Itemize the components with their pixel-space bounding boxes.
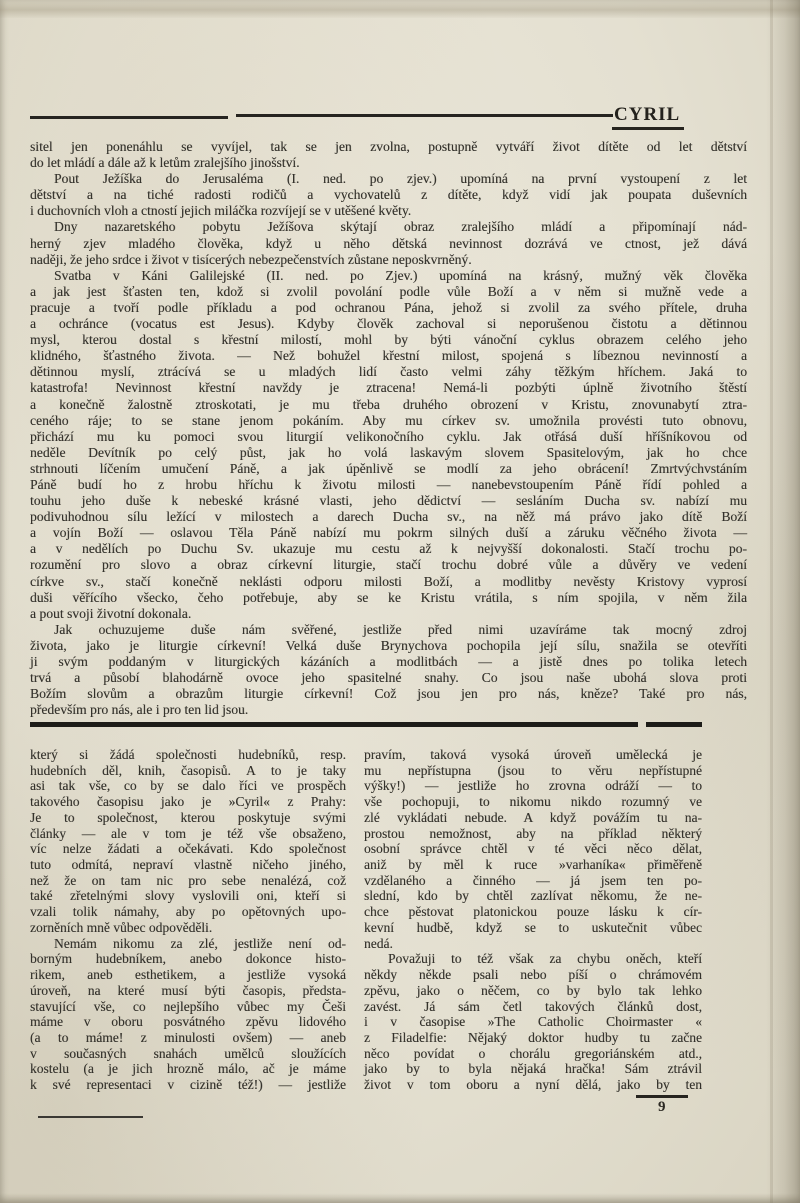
text-line: aniž by měl k ruce »varhaníka« přiměřeně [364,857,702,873]
text-line: vzdělaného a činného — já jsem ten po- [364,872,702,888]
paragraph [30,139,747,171]
page-bottom-edge [0,1193,800,1203]
text-line: borným hudebníkem, anebo dokonce histo- [30,951,346,967]
paragraph [30,171,747,219]
masthead-rule-left [30,116,228,119]
text-line: sitel jen ponenáhlu se vyvíjel, tak se jen zvolna, postupně vytváří život dítěte od let dětství [30,139,747,154]
text-line: k své representaci v cizině též!) — jestliže [30,1077,346,1093]
text-line: Je to společnost, kterou poskytuje svými [30,809,346,825]
text-line: ji svým poddaným v liturgických kázáních a modlitbách — a jistě dnes po tolika letech [30,654,747,669]
paragraph [30,268,747,622]
text-line: neděle Devítník po celý půst, jak ho volá laskavým slovem Spasitelovým, jak ho chce [30,444,747,460]
paragraph [364,951,702,1092]
text-line: Jak ochuzujeme duše nám svěřené, jestliže před nimi uzavíráme tak mocný zdroj [54,621,747,637]
text-line: do let mládí a dále až k letům zralejšího jinošství. [30,155,300,171]
left-column-end-rule [38,1116,143,1118]
text-line: a ochránce (vocatus est Jesus). Kdyby člověk zachoval si neporušenou čistotu a dětinnou [30,316,747,332]
text-line: úroveň, na které musí býti časopis, předsta- [30,982,346,998]
text-line: duši věřícího všecko, čeho potřebuje, aby se ke Kristu vrátila, s ním spojila, v něm žila [30,589,747,605]
text-line: prostou nemožnost, aby na příklad některý [364,825,702,841]
text-line: víc nelze žádati a očekávati. Kdo společnost [30,841,346,857]
text-line: i v časopise »The Catholic Choirmaster « [364,1014,702,1030]
text-line: a vojín Boží — oslavou Těla Páně nabízí mu pokrm silných duší a záruku věčného života — [30,525,747,541]
text-line: Páně budí ho z hrobu hříchu k životu milosti — nanebevstoupením Páně řídí pohled a [30,476,747,492]
text-line: Považuji to též však za chybu oněch, kteří [388,951,702,967]
text-line: Pout Ježíška do Jerusaléma (I. ned. po zjev.) upomíná na první vystoupení z let [54,171,747,187]
text-line: rikem, aneb esthetikem, a jestliže vysoká [30,967,346,983]
text-line: tuto odmítá, nepraví vlastně ničeho jiného, [30,857,346,873]
text-line: a v nedělích po Duchu Sv. ukazuje mu cestu až k nejvyšší dokonalosti. Stačí trochu po- [30,541,747,557]
text-line: články — ale v tom je též vše obsaženo, [30,825,346,841]
text-line: církve sv., stačí konečně neklásti odporu milosti Boží, a modlitby nevěsty Kristovy vyprosí [30,573,747,589]
text-line: takového časopisu jako je »Cyril« z Prahy: [30,794,346,810]
masthead-rule-right [236,114,613,117]
text-line: také zřetelnými slovy vyslovili oni, kteří si [30,888,346,904]
text-line: zorněních mně vůbec odpověděli. [30,919,213,935]
text-line: především pro nás, ale i pro ten lid jsou. [30,702,249,718]
text-line: zpěvu, jako o něčem, co by bylo tak lehko [364,982,702,998]
text-line: jako by to byla nějaká hračka! Sám ztrávil [364,1061,702,1077]
text-line: a konečně žalostně ztroskotati, je mu třeba druhého obrození v Kristu, znovunabytí ztra- [30,396,747,412]
text-line: který si žádá společnosti hudebníků, resp. [30,747,346,762]
page-edge-crease [770,0,773,1203]
text-line: život v tom oboru a nyní dělá, jako by ten [364,1077,702,1093]
text-line: zavést. Já sám četl takových článků dost, [364,998,702,1014]
divider-segment [646,722,702,727]
lead-article-text [30,139,747,718]
paragraph [364,747,702,951]
paragraph [30,622,747,719]
text-line: dětinnou myslí, ztrácívá se u mladých lidí často velmi záhy těžkým hříchem. Jaká to [30,364,747,380]
text-line: a pout svoji životní dokonala. [30,605,192,621]
paragraph [30,219,747,267]
text-line: života, jako je liturgie církevní! Velká duše Brynychova pochopila její sílu, snažila se otevříti [30,637,747,653]
text-line: asi tak vše, co by se dalo říci ve prospěch [30,778,346,794]
text-line: vzali tolik námahy, aby po opětovných upo- [30,904,346,920]
text-line: stavující vše, co nejlepšího vůbec my Češi [30,998,346,1014]
text-line: v současných snahách umělců sloužících [30,1045,346,1061]
text-line: Božím slovům a obrazům liturgie církevní! Což jsou jen pro nás, kněze? Také pro nás, [30,686,747,702]
text-line: něco povídat o chorálu gregoriánském atd., [364,1045,702,1061]
text-line: podivuhodnou sílu ležící v milostech a darech Ducha sv., na něž má právo jako dítě Boží [30,509,747,525]
text-line: než že on tam nic pro sebe nenalézá, což [30,872,346,888]
text-line: chce pěstovat platonickou pouze lásku k cír- [364,904,702,920]
text-line: mysl, kterou dostal s křestní milostí, mohl by býti vánoční cyklus obrazem celého jeho [30,332,747,348]
text-line: někdy někde psali nebo píší o chrámovém [364,967,702,983]
text-line: rozumění pro slovo a obraz církevní liturgie, stačí trochu dobré vůle a důvěry ve vedení [30,557,747,573]
text-line: slední, kdo by chtěl zazlívat někomu, že ne- [364,888,702,904]
text-line: katastrofa! Nevinnost křestní navždy je ztracena! Nemá-li pozbýti úplně životního štěstí [30,380,747,396]
section-divider-rule [30,722,702,727]
text-line: a jak jest šťasten ten, kdož si zvolil povolání podle vůle Boží a v něm si mužně vede a [30,283,747,299]
text-line: ceného ráje; to se stane jenom pokáním. Aby mu církev sv. umožnila provésti tuto obnovu, [30,412,747,428]
left-column-text [30,747,346,1093]
text-line: nedá. [364,935,393,951]
text-line: (a to máme! z minulosti ovšem) — aneb [30,1029,346,1045]
text-line: máme v oboru posvátného zpěvu lidového [30,1014,346,1030]
right-column-text [364,747,702,1093]
page-top-edge [0,0,800,18]
journal-title: CYRIL [612,104,684,130]
divider-segment [30,722,638,727]
text-line: mu nepřístupna (jsou to věru nepřístupné [364,762,702,778]
text-line: touhu jeho duše k nebeské krásné vlasti, jeho dědictví — sesláním Ducha sv. nabízí mu [30,493,747,509]
paragraph [30,747,346,936]
text-line: pracuje a tvoří podle příkladu a pod ochranou Pána, jehož si zvolil za svého přítele, druha [30,299,747,315]
text-line: z Filadelfie: Nějaký doktor hudby tu začne [364,1029,702,1045]
text-line: trvá a působí blahodárně ovoce jeho spasitelné snahy. Co jsou naše ubohá slova proti [30,670,747,686]
text-line: Nemám nikomu za zlé, jestliže není od- [54,935,346,951]
text-line: vše pochopuji, to nikomu nikdo rozumný ve [364,794,702,810]
text-line: dětství a na tiché radosti rodičů a vychovatelů z dítěte, když vidí jak poupata duševních [30,187,747,203]
text-line: strhnouti líčením umučení Páně, a jak úpěnlivě se modlí za jeho obrácení! Zmrtvýchvstáním [30,460,747,476]
text-line: zlé vykládati nebude. A když povážím tu na- [364,809,702,825]
text-line: Svatba v Káni Galilejské (II. ned. po Zjev.) upomíná na krásný, mužný věk člověka [54,267,747,283]
text-line: Dny nazaretského pobytu Ježíšova skýtají obraz zralejšího mládí a připomínají nád- [54,219,747,235]
text-line: přichází mu ku pomoci svou liturgií velikonočního cyklu. Jak otřásá duší hříšníkovou od [30,428,747,444]
text-line: kostelu (a je jich hrozně málo, ač je máme [30,1061,346,1077]
text-line: klidného, šťastného života. — Než bohužel křestní milost, spojená s líbeznou nevinností a [30,348,747,364]
text-line: výšky!) — jestliže ho zrovna odráží — to [364,778,702,794]
page-number: 9 [658,1099,666,1115]
paragraph [30,936,346,1093]
text-line: hudebních děl, knih, časopisů. A to je taky [30,762,346,778]
text-line: naději, že jeho srdce i život v tisícerých nebezpečenstvích zůstane neposkvrněný. [30,251,472,267]
text-line: kevní hudbě, když se to uskutečnit vůbec [364,919,702,935]
text-line: i duchovních vloh a ctností jejich miláčka rozvíjejí se v utěšené květy. [30,203,412,219]
page-number-rule [636,1095,688,1098]
text-line: herný zjev mladého člověka, když u něho dětská nevinnost dozrává ve ctnost, jež dává [30,235,747,251]
text-line: pravím, taková vysoká úroveň umělecká je [364,747,702,762]
text-line: osobní správce chtěl v té věci něco dělat, [364,841,702,857]
